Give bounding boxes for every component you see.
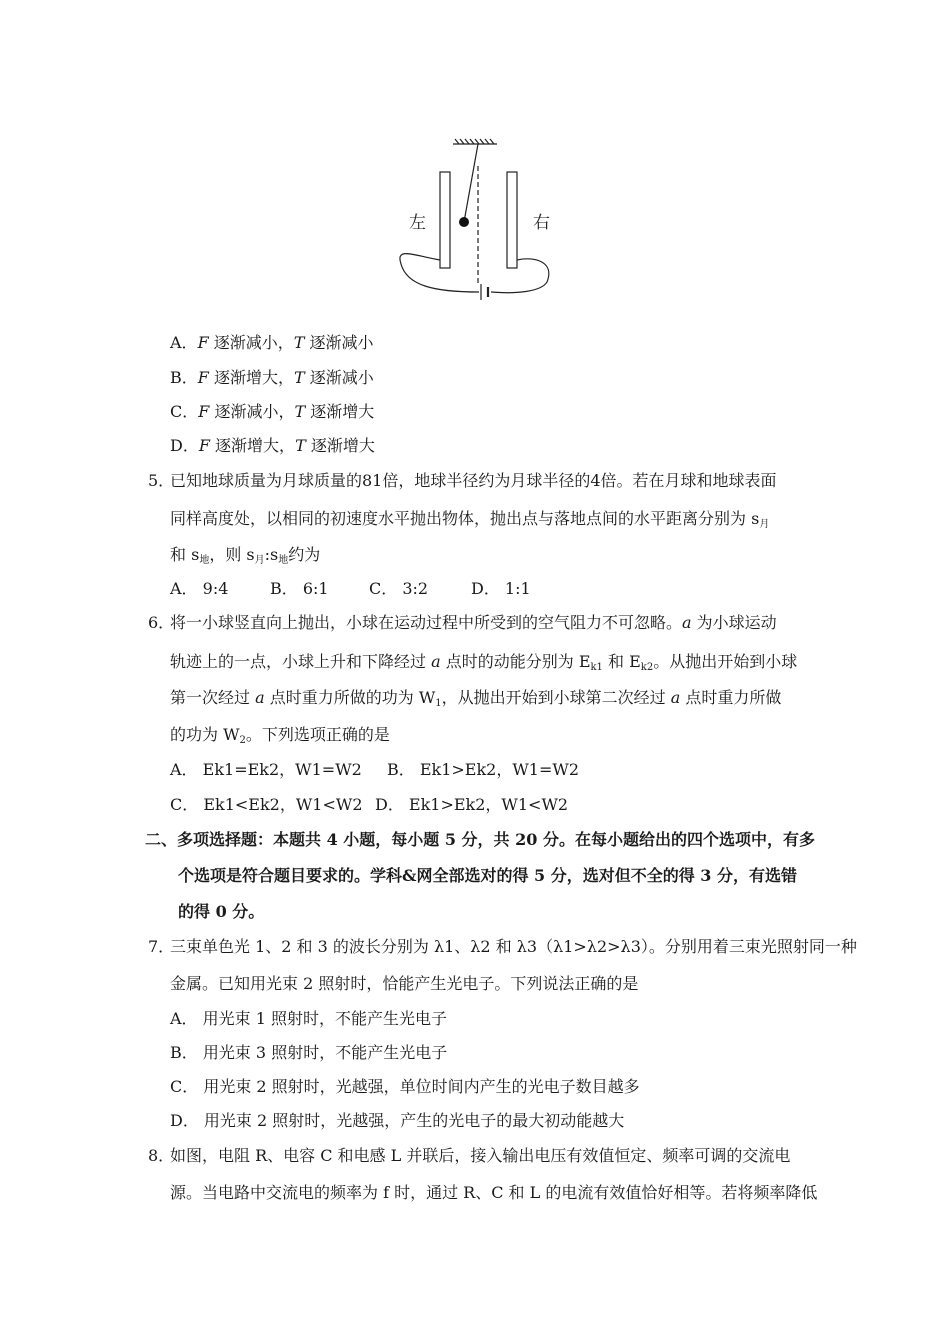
q6-line-2: 轨迹上的一点，小球上升和下降经过 a 点时的动能分别为 $E_{k1}$ 和 $E_{k2}$。从抛出开始到小球 [170,652,798,673]
q7-option-c: C． 用光束 2 照射时，光越强，单位时间内产生的光电子数目越多 [170,1077,640,1096]
q5-option-a: A． 9:4 [170,579,229,598]
section-2-line-2: 个选项是符合题目要求的。学科&网全部选对的得 5 分，选对但不全的得 3 分，有选错 [178,866,797,885]
q5-option-b: B． 6:1 [270,579,329,598]
q6-option-b: B． Ek1>Ek2，W1=W2 [387,760,580,779]
q5-option-d: D． 1:1 [471,579,531,598]
q7-option-d: D． 用光束 2 照射时，光越强，产生的光电子的最大初动能越大 [170,1111,625,1130]
right-label: 右 [533,213,550,233]
q8-line-2: 源。当电路中交流电的频率为 f 时，通过 R、C 和 L 的电流有效值恰好相等。若将频率降低 [170,1183,818,1202]
q7-line-1: 三束单色光 1、2 和 3 的波长分别为 λ1、λ2 和 λ3（λ1>λ2>λ3）。分别用着三束光照射同一种 [170,937,857,956]
q5-line-3: 和 $s_地$，则 $s_月:s_地$约为 [170,545,321,566]
q6-line-1: 将一小球竖直向上抛出，小球在运动过程中所受到的空气阻力不可忽略。a 为小球运动 [170,613,777,632]
q7-number: 7． [148,937,175,956]
q4-option-c: C．F 逐渐减小，T 逐渐增大 [170,402,375,421]
left-label: 左 [409,213,426,233]
q6-option-c: C． Ek1<Ek2，W1<W2 [170,795,363,814]
q6-option-d: D． Ek1>Ek2，W1<W2 [375,795,569,814]
q5-option-c: C． 3:2 [369,579,429,598]
capacitor-pendulum-figure [395,136,555,308]
q6-number: 6． [148,613,175,632]
q4-option-d: D．F 逐渐增大，T 逐渐增大 [170,436,375,455]
q8-number: 8． [148,1146,175,1165]
section-2-line-3: 的得 0 分。 [178,902,265,921]
q7-option-b: B． 用光束 3 照射时，不能产生光电子 [170,1043,448,1062]
q6-option-a: A． Ek1=Ek2，W1=W2 [170,760,362,779]
q6-line-3: 第一次经过 a 点时重力所做的功为 $W_1$，从抛出开始到小球第二次经过 a 点时重力所做 [170,688,782,709]
section-2-line-1: 二、多项选择题：本题共 4 小题，每小题 5 分，共 20 分。在每小题给出的四个选项中，有多 [145,830,815,849]
q7-option-a: A． 用光束 1 照射时，不能产生光电子 [170,1009,447,1028]
q5-number: 5． [148,471,175,490]
q6-line-4: 的功为 $W_2$。下列选项正确的是 [170,725,390,746]
q4-option-a: A．F 逐渐减小，T 逐渐减小 [170,333,374,352]
q8-line-1: 如图，电阻 R、电容 C 和电感 L 并联后，接入输出电压有效值恒定、频率可调的交流电 [170,1146,791,1165]
q7-line-2: 金属。已知用光束 2 照射时，恰能产生光电子。下列说法正确的是 [170,974,639,993]
q4-option-b: B．F 逐渐增大，T 逐渐减小 [170,368,374,387]
q5-line-1: 已知地球质量为月球质量的81倍，地球半径约为月球半径的4倍。若在月球和地球表面 [170,471,777,490]
q5-line-2: 同样高度处，以相同的初速度水平抛出物体，抛出点与落地点间的水平距离分别为 $s_月$ [170,509,770,530]
